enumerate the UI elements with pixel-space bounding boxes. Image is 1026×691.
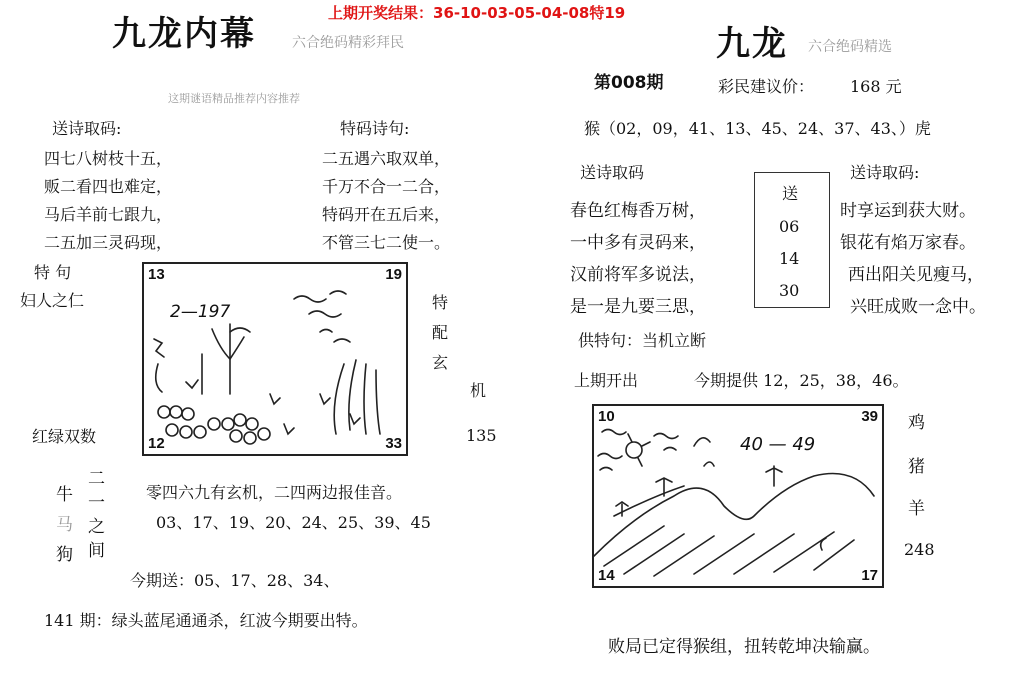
provide-numbers: 今期提供 12，25，38，46。 [694, 371, 909, 390]
left-hint-line: 零四六九有玄机，二四两边报佳音。 [146, 483, 403, 502]
left-special-header: 特码诗句: [340, 119, 410, 138]
right-poem-header-left: 送诗取码 [580, 163, 645, 182]
send-box-value: 06 [779, 217, 800, 236]
zodiac-vertical-char: 二 [88, 469, 105, 489]
right-bottom-line: 败局已定得猴组，扭转乾坤决输赢。 [608, 637, 880, 657]
side-label-special: 特 句 [34, 263, 72, 282]
sketch-corner-number: 19 [385, 266, 402, 283]
zodiac-vertical-char: 间 [88, 541, 105, 561]
send-box-title: 送 [782, 184, 799, 203]
left-numbers-line: 03、17、19、20、24、25、39、45 [156, 513, 431, 532]
zodiac-left-char: 马 [56, 515, 73, 535]
left-sketch-frame [142, 262, 408, 456]
right-title: 九龙 [716, 24, 788, 64]
zodiac-vertical-char: 一 [88, 493, 105, 513]
poem-line: 二五加三灵码现， [44, 233, 173, 252]
send-number-box [754, 172, 830, 308]
sketch-corner-number: 33 [385, 435, 402, 452]
sketch-scribble: 2—197 [170, 302, 231, 322]
poem-line: 特码开在五后来， [322, 205, 451, 224]
poem-line: 不管三七二使一。 [322, 233, 451, 252]
zodiac-right-char: 羊 [908, 499, 925, 519]
left-bottom-line: 141 期：绿头蓝尾通通杀，红波今期要出特。 [44, 611, 368, 630]
right-sketch-frame [592, 404, 884, 588]
zodiac-right-char: 猪 [908, 457, 925, 477]
side-label-red-green: 红绿双数 [32, 427, 97, 446]
result-banner: 上期开奖结果：36-10-03-05-04-08特19 [328, 4, 626, 22]
price-label: 彩民建议价： [718, 77, 815, 96]
left-send-line: 今期送：05、17、28、34、 [130, 571, 340, 590]
sketch-corner-number: 12 [148, 435, 165, 452]
sketch-corner-number: 17 [861, 567, 878, 584]
right-number: 135 [466, 426, 497, 445]
price-value: 168 元 [850, 77, 902, 96]
send-box-value: 14 [779, 249, 800, 268]
left-title-subtitle: 六合绝码精彩拜民 [292, 35, 404, 51]
right-poem-header-right: 送诗取码: [850, 163, 920, 182]
send-box-value: 30 [779, 281, 800, 300]
right-vertical-char: 配 [432, 323, 449, 342]
sketch-scribble: 40 — 49 [740, 434, 816, 455]
poem-line: 兴旺成败一念中。 [850, 297, 986, 317]
right-vertical-char: 玄 [432, 353, 449, 372]
poem-line: 汉前将军多说法， [570, 265, 706, 285]
zodiac-left-char: 狗 [56, 545, 73, 565]
right-sketch-drawing [594, 406, 882, 586]
right-number: 248 [904, 540, 935, 559]
zodiac-right-char: 鸡 [908, 413, 925, 433]
side-label-phrase: 妇人之仁 [20, 291, 85, 310]
zodiac-vertical-char: 之 [88, 517, 105, 537]
poem-line: 一中多有灵码来， [570, 233, 706, 253]
special-phrase: 供特句：当机立断 [578, 331, 707, 350]
left-sketch-drawing [144, 264, 406, 454]
sketch-corner-number: 10 [598, 408, 615, 425]
issue-number: 第008期 [594, 73, 664, 93]
last-open-label: 上期开出 [574, 371, 639, 390]
left-sub-line: 这期谜语精品推荐内容推荐 [168, 92, 300, 105]
sketch-corner-number: 39 [861, 408, 878, 425]
poem-line: 银花有焰万家春。 [840, 233, 976, 253]
zodiac-left-char: 牛 [56, 485, 73, 505]
monkey-line: 猴（02，09，41、13、45、24、37、43、）虎 [584, 119, 931, 138]
poem-line: 马后羊前七跟九， [44, 205, 173, 224]
poem-line: 二五遇六取双单， [322, 149, 451, 168]
poem-line: 贩二看四也难定， [44, 177, 173, 196]
right-vertical-char: 特 [432, 293, 449, 312]
poem-line: 时享运到获大财。 [840, 201, 976, 221]
sketch-corner-number: 13 [148, 266, 165, 283]
sketch-corner-number: 14 [598, 567, 615, 584]
poem-line: 是一是九要三思， [570, 297, 706, 317]
right-title-subtitle: 六合绝码精选 [808, 39, 892, 55]
poem-line: 西出阳关见瘦马， [848, 265, 984, 285]
right-ji-char: 机 [470, 381, 487, 400]
poem-line: 四七八树枝十五， [44, 149, 173, 168]
left-title: 九龙内幕 [112, 14, 256, 54]
poem-line: 千万不合一二合， [322, 177, 451, 196]
left-poem-header: 送诗取码: [52, 119, 122, 138]
poem-line: 春色红梅香万树， [570, 201, 706, 221]
